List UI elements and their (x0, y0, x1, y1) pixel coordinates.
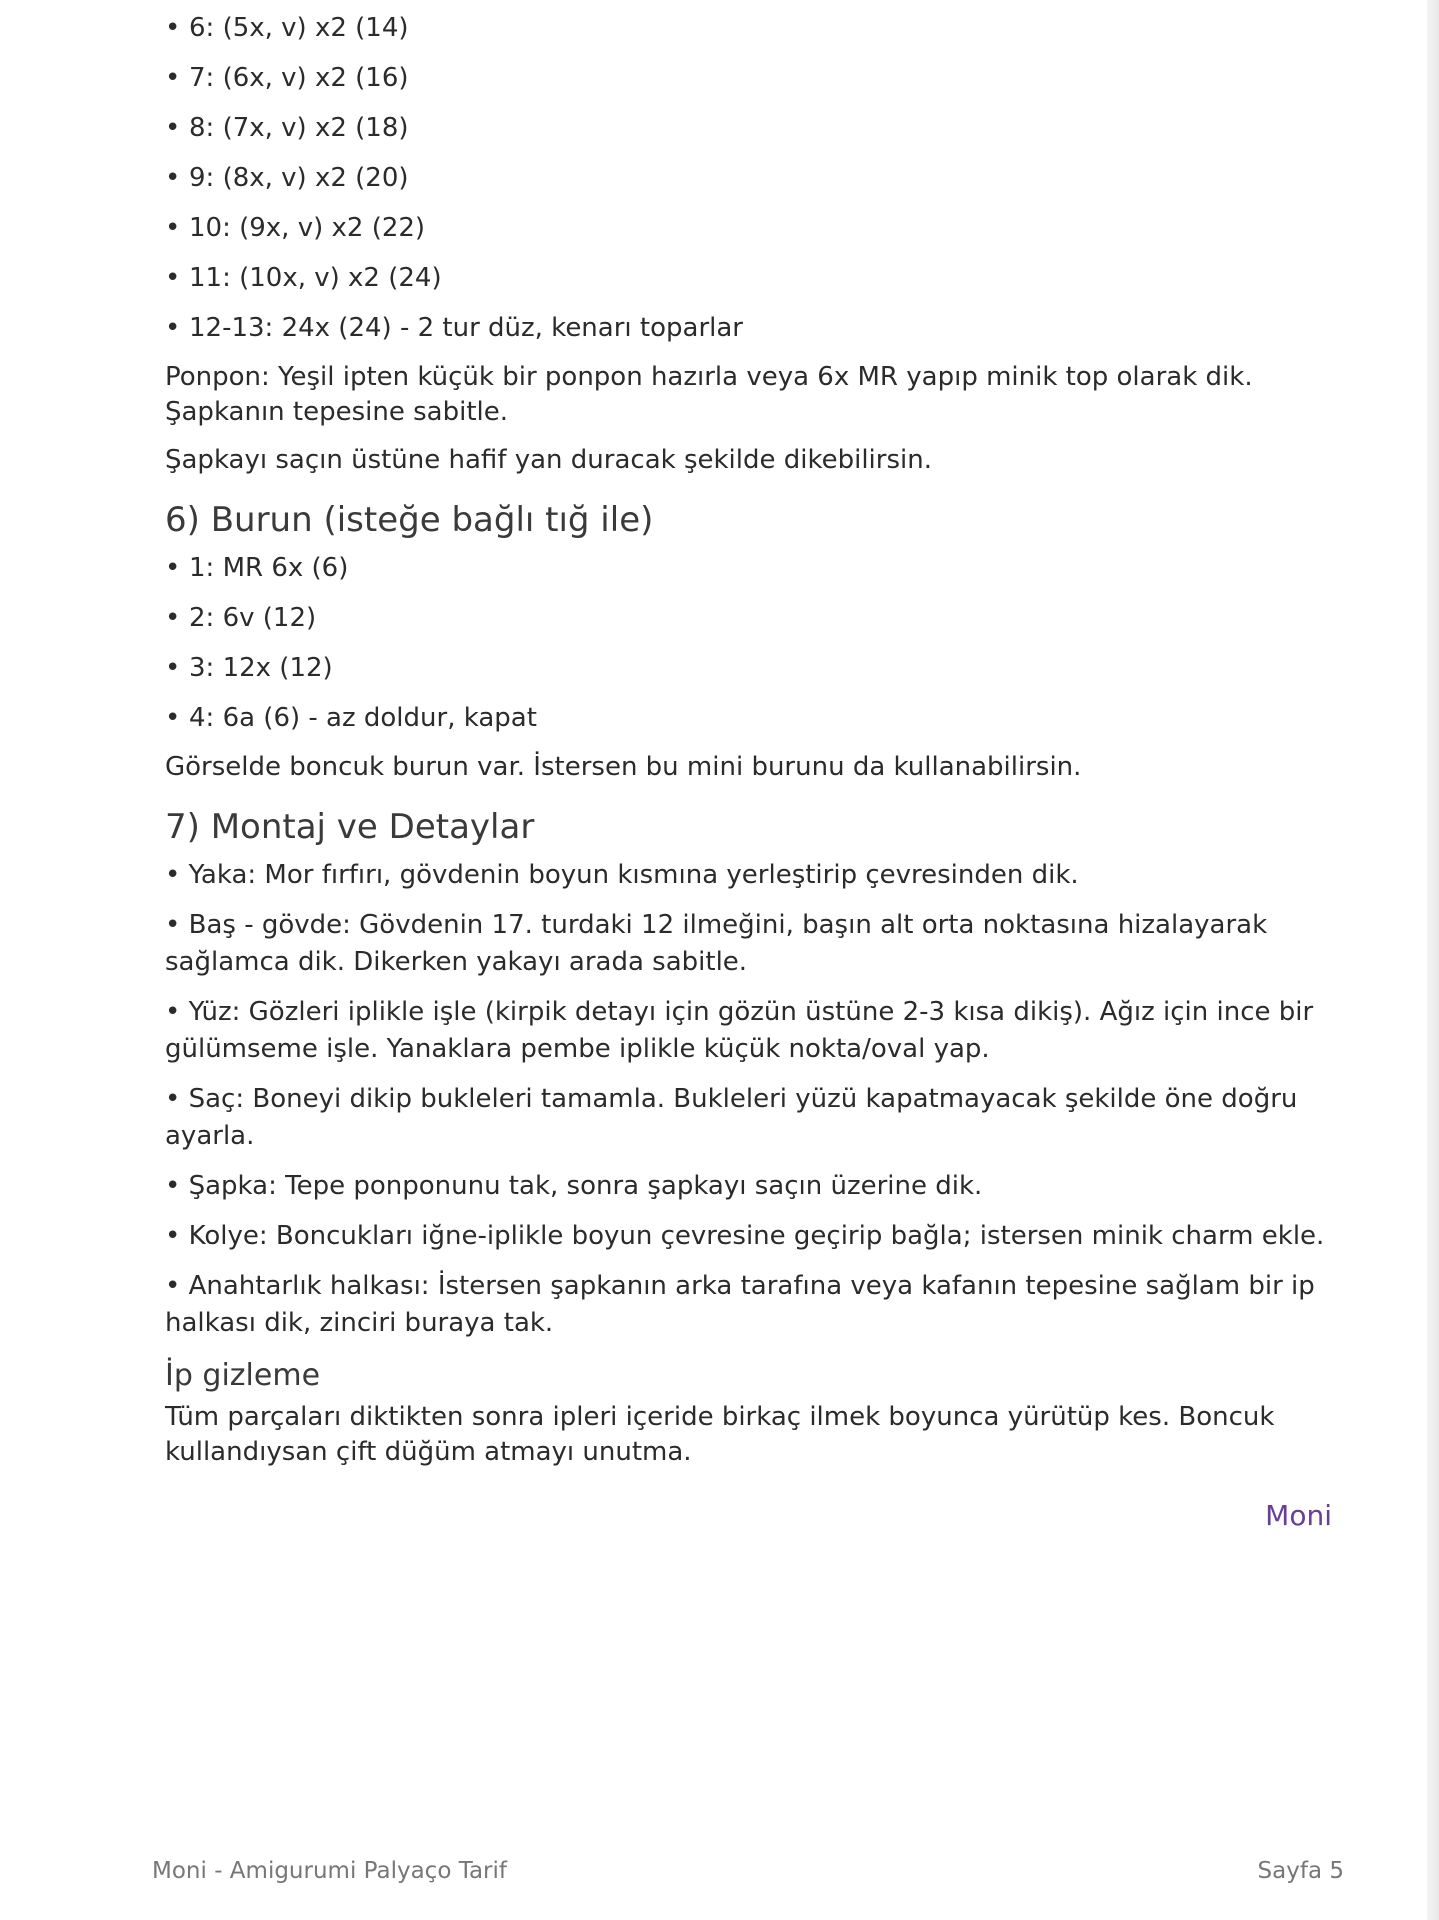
page-number: Sayfa 5 (1257, 1858, 1344, 1884)
list-item: • 6: (5x, v) x2 (14) (165, 13, 409, 43)
document-body (165, 0, 1345, 1483)
list-item: • Baş - gövde: Gövdenin 17. turdaki 12 ilmeğini, başın alt orta noktasına hizalayarak sağlamca dik. Dikerken yakayı arada sabitle. (165, 910, 1268, 977)
list-item: • 4: 6a (6) - az doldur, kapat (165, 703, 537, 733)
list-item: • 12-13: 24x (24) - 2 tur düz, kenarı toparlar (165, 313, 743, 343)
yarn-hiding-text: Tüm parçaları diktikten sonra ipleri içeride birkaç ilmek boyunca yürütüp kes. Boncuk kullandıysan çift düğüm atmayı unutma. (165, 1402, 1275, 1467)
list-item: • 8: (7x, v) x2 (18) (165, 113, 409, 143)
list-item: • Anahtarlık halkası: İstersen şapkanın arka tarafına veya kafanın tepesine sağlam bir ip halkası dik, zinciri buraya tak. (165, 1271, 1315, 1338)
list-item: • 2: 6v (12) (165, 603, 317, 633)
list-item: • 1: MR 6x (6) (165, 553, 349, 583)
signature: Moni (1265, 1499, 1332, 1532)
hat-note: Şapkayı saçın üstüne hafif yan duracak şekilde dikebilirsin. (165, 445, 932, 475)
list-item: • 9: (8x, v) x2 (20) (165, 163, 409, 193)
yarn-hiding-heading: İp gizleme (165, 1358, 321, 1393)
list-item: • Saç: Boneyi dikip bukleleri tamamla. Bukleleri yüzü kapatmayacak şekilde öne doğru ayarla. (165, 1084, 1298, 1151)
section-7-heading: 7) Montaj ve Detaylar (165, 807, 535, 847)
list-item: • Kolye: Boncukları iğne-iplikle boyun çevresine geçirip bağla; istersen minik charm ekle. (165, 1221, 1325, 1251)
list-item: • Şapka: Tepe ponponunu tak, sonra şapkayı saçın üzerine dik. (165, 1171, 983, 1201)
list-item: • 3: 12x (12) (165, 653, 333, 683)
nose-note: Görselde boncuk burun var. İstersen bu mini burunu da kullanabilirsin. (165, 752, 1082, 782)
page-edge (1427, 0, 1439, 1920)
list-item: • Yüz: Gözleri iplikle işle (kirpik detayı için gözün üstüne 2-3 kısa dikiş). Ağız için ince bir gülümseme işle. Yanaklara pembe iplikle küçük nokta/oval yap. (165, 997, 1314, 1064)
footer-title: Moni - Amigurumi Palyaço Tarif (152, 1858, 507, 1884)
list-item: • 7: (6x, v) x2 (16) (165, 63, 409, 93)
section-6-heading: 6) Burun (isteğe bağlı tığ ile) (165, 500, 654, 540)
ponpon-paragraph: Ponpon: Yeşil ipten küçük bir ponpon hazırla veya 6x MR yapıp minik top olarak dik. Şapkanın tepesine sabitle. (165, 362, 1253, 427)
list-item: • 10: (9x, v) x2 (22) (165, 213, 426, 243)
list-item: • 11: (10x, v) x2 (24) (165, 263, 442, 293)
list-item: • Yaka: Mor fırfırı, gövdenin boyun kısmına yerleştirip çevresinden dik. (165, 860, 1079, 890)
